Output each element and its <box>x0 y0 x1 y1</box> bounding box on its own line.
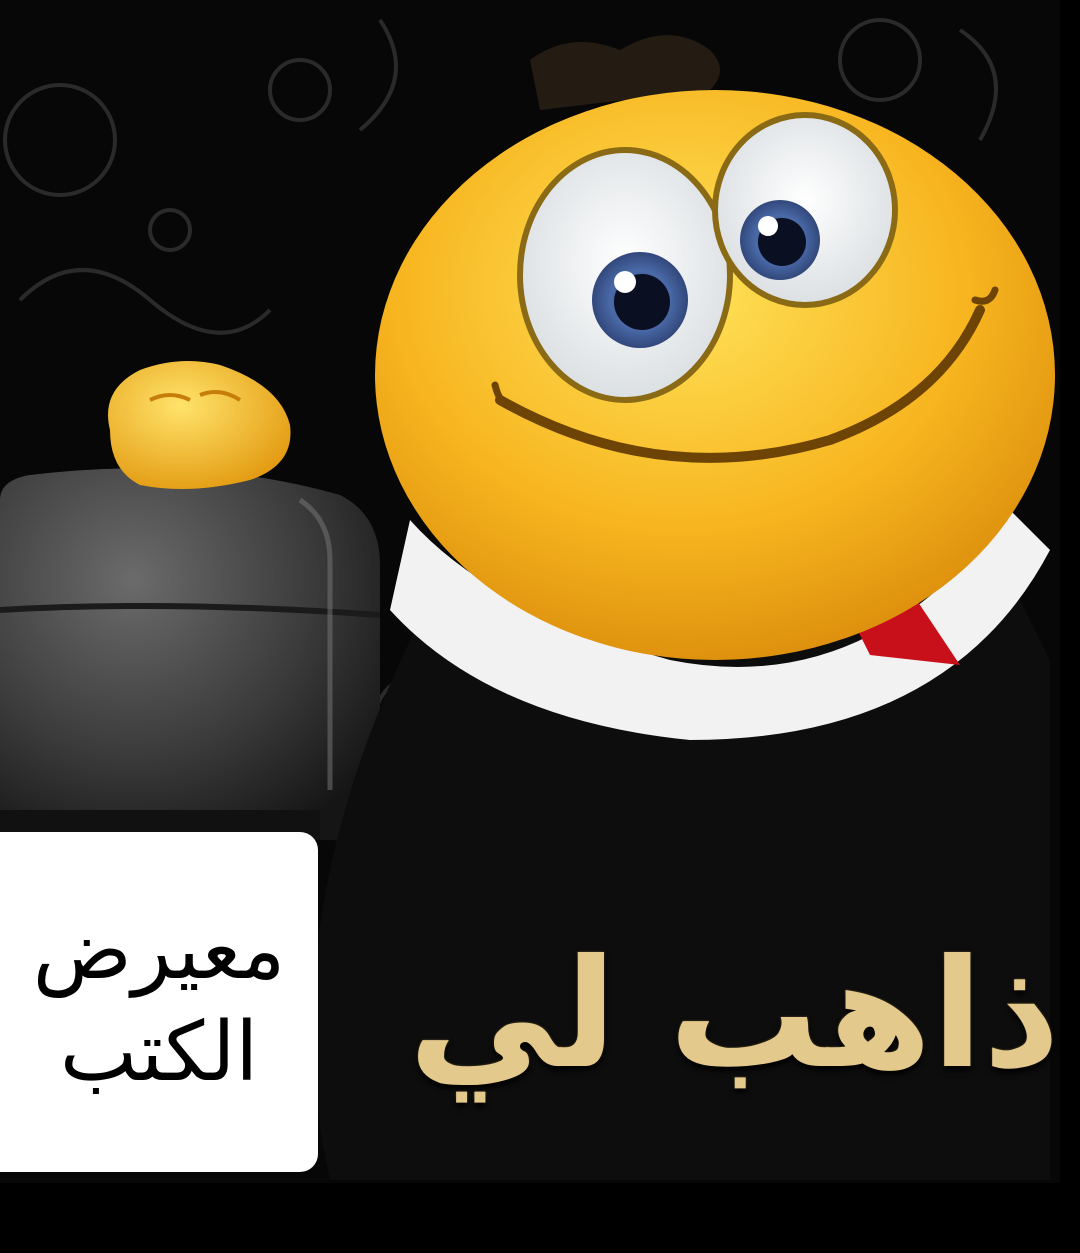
left-eye-icon <box>520 150 730 400</box>
label-line-1: معيرض <box>32 902 286 998</box>
smiley-face-icon <box>375 90 1055 660</box>
bottom-bar <box>0 1183 1080 1253</box>
label-line-2: الكتب <box>59 1005 259 1100</box>
label-box <box>0 832 318 1172</box>
frame-edge <box>1060 0 1080 1253</box>
arabic-caption: ذاهب لي <box>408 928 1060 1102</box>
right-eye-icon <box>715 115 895 305</box>
briefcase-icon <box>0 468 380 840</box>
